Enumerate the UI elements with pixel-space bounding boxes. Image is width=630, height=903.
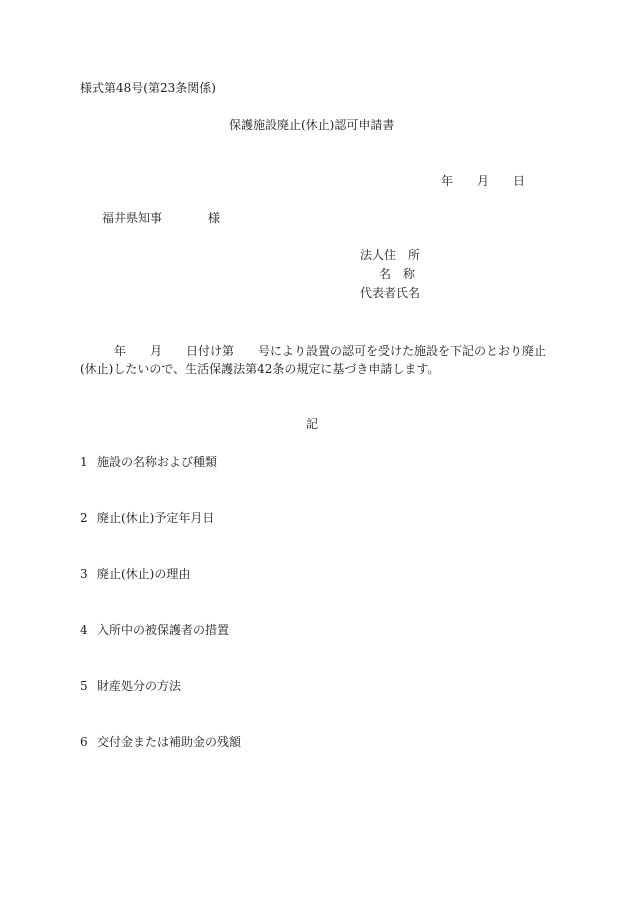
- applicant-address-label: 法人住 所: [360, 248, 421, 262]
- body-line-1: 年 月 日付け第 号により設置の認可を受けた施設を下記のとおり廃止: [114, 344, 547, 358]
- item-number: 1: [80, 455, 88, 469]
- applicant-representative-label: 代表者氏名: [360, 286, 421, 300]
- item-label: 入所中の被保護者の措置: [97, 623, 230, 637]
- item-label: 交付金または補助金の残額: [97, 735, 242, 749]
- document-title: 保護施設廃止(休止)認可申請書: [229, 118, 395, 132]
- item-number: 6: [80, 735, 88, 749]
- list-item: [80, 624, 229, 636]
- body-paragraph: [80, 342, 550, 378]
- item-number: 3: [80, 567, 88, 581]
- addressee-honorific: 様: [208, 211, 221, 225]
- list-item: [80, 456, 217, 468]
- item-label: 財産処分の方法: [97, 679, 182, 693]
- form-number: 様式第48号(第23条関係): [80, 81, 216, 95]
- body-line-2: (休止)したいので、生活保護法第42条の規定に基づき申請します。: [80, 362, 440, 376]
- item-number: 2: [80, 511, 88, 525]
- addressee: [102, 211, 221, 225]
- item-label: 廃止(休止)予定年月日: [97, 511, 215, 525]
- list-item: [80, 568, 190, 580]
- list-item: [80, 680, 181, 692]
- date-day-label: 日: [513, 174, 526, 188]
- list-item: [80, 736, 241, 748]
- applicant-name-label: 名 称: [379, 267, 416, 281]
- date-year-label: 年: [441, 174, 454, 188]
- item-label: 施設の名称および種類: [97, 455, 218, 469]
- ki-heading: 記: [306, 417, 319, 431]
- item-number: 4: [80, 623, 88, 637]
- addressee-name: 福井県知事: [102, 211, 163, 225]
- date-month-label: 月: [477, 174, 490, 188]
- date-line: [441, 175, 525, 187]
- item-label: 廃止(休止)の理由: [97, 567, 191, 581]
- list-item: [80, 512, 214, 524]
- item-number: 5: [80, 679, 88, 693]
